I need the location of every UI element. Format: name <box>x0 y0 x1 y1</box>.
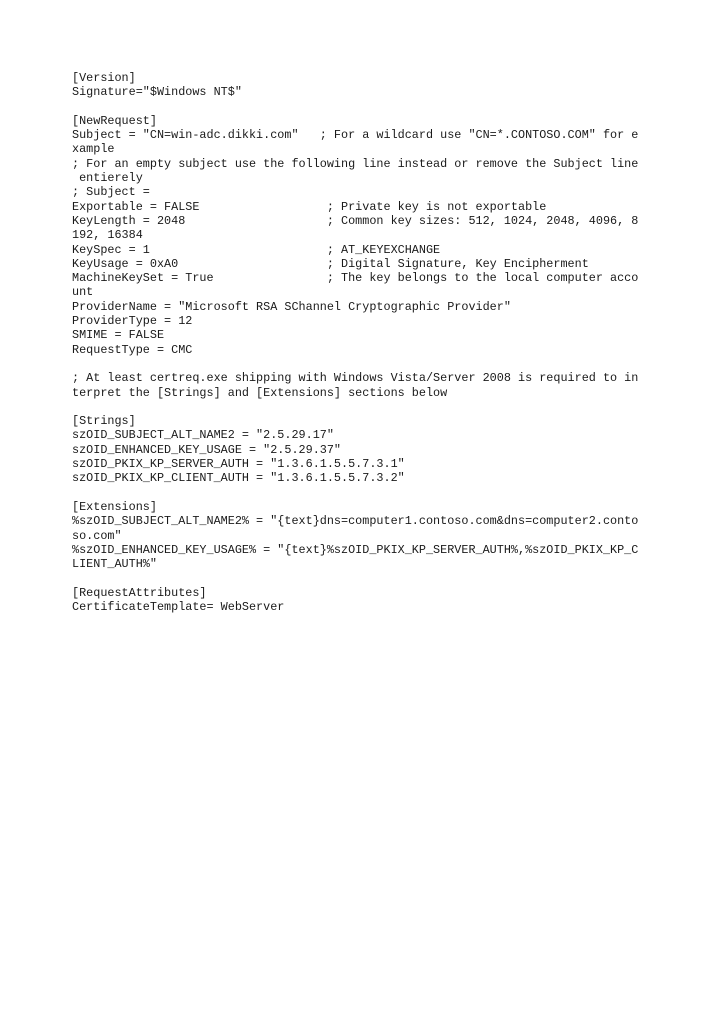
text-line: [Version] <box>72 71 136 85</box>
text-line: [RequestAttributes] <box>72 585 207 600</box>
text-line: Signature="$Windows NT$" <box>72 85 242 100</box>
text-line: so.com" <box>72 528 122 543</box>
blank-line <box>72 357 652 371</box>
text-line: [Strings] <box>72 414 136 429</box>
text-line: entierely <box>72 171 143 186</box>
text-line: ; At least certreq.exe shipping with Windows Vista/Server 2008 is required to in <box>72 371 639 386</box>
text-line: Subject = "CN=win-adc.dikki.com" ; For a wildcard use "CN=*.CONTOSO.COM" for e <box>72 128 639 143</box>
text-line: ProviderType = 12 <box>72 314 193 329</box>
text-line: szOID_PKIX_KP_SERVER_AUTH = "1.3.6.1.5.5.7.3.1" <box>72 457 405 472</box>
text-line: unt <box>72 285 94 300</box>
blank-line <box>72 486 652 500</box>
text-line: LIENT_AUTH%" <box>72 557 157 572</box>
document-text <box>72 71 652 614</box>
blank-line <box>72 571 652 585</box>
text-line: SMIME = FALSE <box>72 328 165 343</box>
text-line: terpret the [Strings] and [Extensions] sections below <box>72 385 448 400</box>
text-line: %szOID_ENHANCED_KEY_USAGE% = "{text}%szOID_PKIX_KP_SERVER_AUTH%,%szOID_PKIX_KP_C <box>72 542 639 557</box>
text-line: RequestType = CMC <box>72 342 193 357</box>
text-line: 192, 16384 <box>72 228 143 243</box>
text-line: ProviderName = "Microsoft RSA SChannel Cryptographic Provider" <box>72 299 511 314</box>
text-line: szOID_SUBJECT_ALT_NAME2 = "2.5.29.17" <box>72 428 334 443</box>
blank-line <box>72 100 652 114</box>
text-line: MachineKeySet = True ; The key belongs to the local computer acco <box>72 271 639 286</box>
text-line: Exportable = FALSE ; Private key is not exportable <box>72 199 547 214</box>
text-line: ; Subject = <box>72 185 150 200</box>
text-line: KeySpec = 1 ; AT_KEYEXCHANGE <box>72 242 441 257</box>
text-line: szOID_ENHANCED_KEY_USAGE = "2.5.29.37" <box>72 442 342 457</box>
text-line: xample <box>72 142 115 157</box>
text-line: KeyLength = 2048 ; Common key sizes: 512, 1024, 2048, 4096, 8 <box>72 213 639 228</box>
text-line: KeyUsage = 0xA0 ; Digital Signature, Key Encipherment <box>72 256 589 271</box>
text-line: [NewRequest] <box>72 113 157 128</box>
text-line: ; For an empty subject use the following line instead or remove the Subject line <box>72 156 639 171</box>
blank-line <box>72 400 652 414</box>
text-line: CertificateTemplate= WebServer <box>72 599 285 614</box>
text-line: szOID_PKIX_KP_CLIENT_AUTH = "1.3.6.1.5.5.7.3.2" <box>72 471 405 486</box>
text-line: %szOID_SUBJECT_ALT_NAME2% = "{text}dns=computer1.contoso.com&dns=computer2.conto <box>72 514 639 529</box>
text-line: [Extensions] <box>72 499 157 514</box>
